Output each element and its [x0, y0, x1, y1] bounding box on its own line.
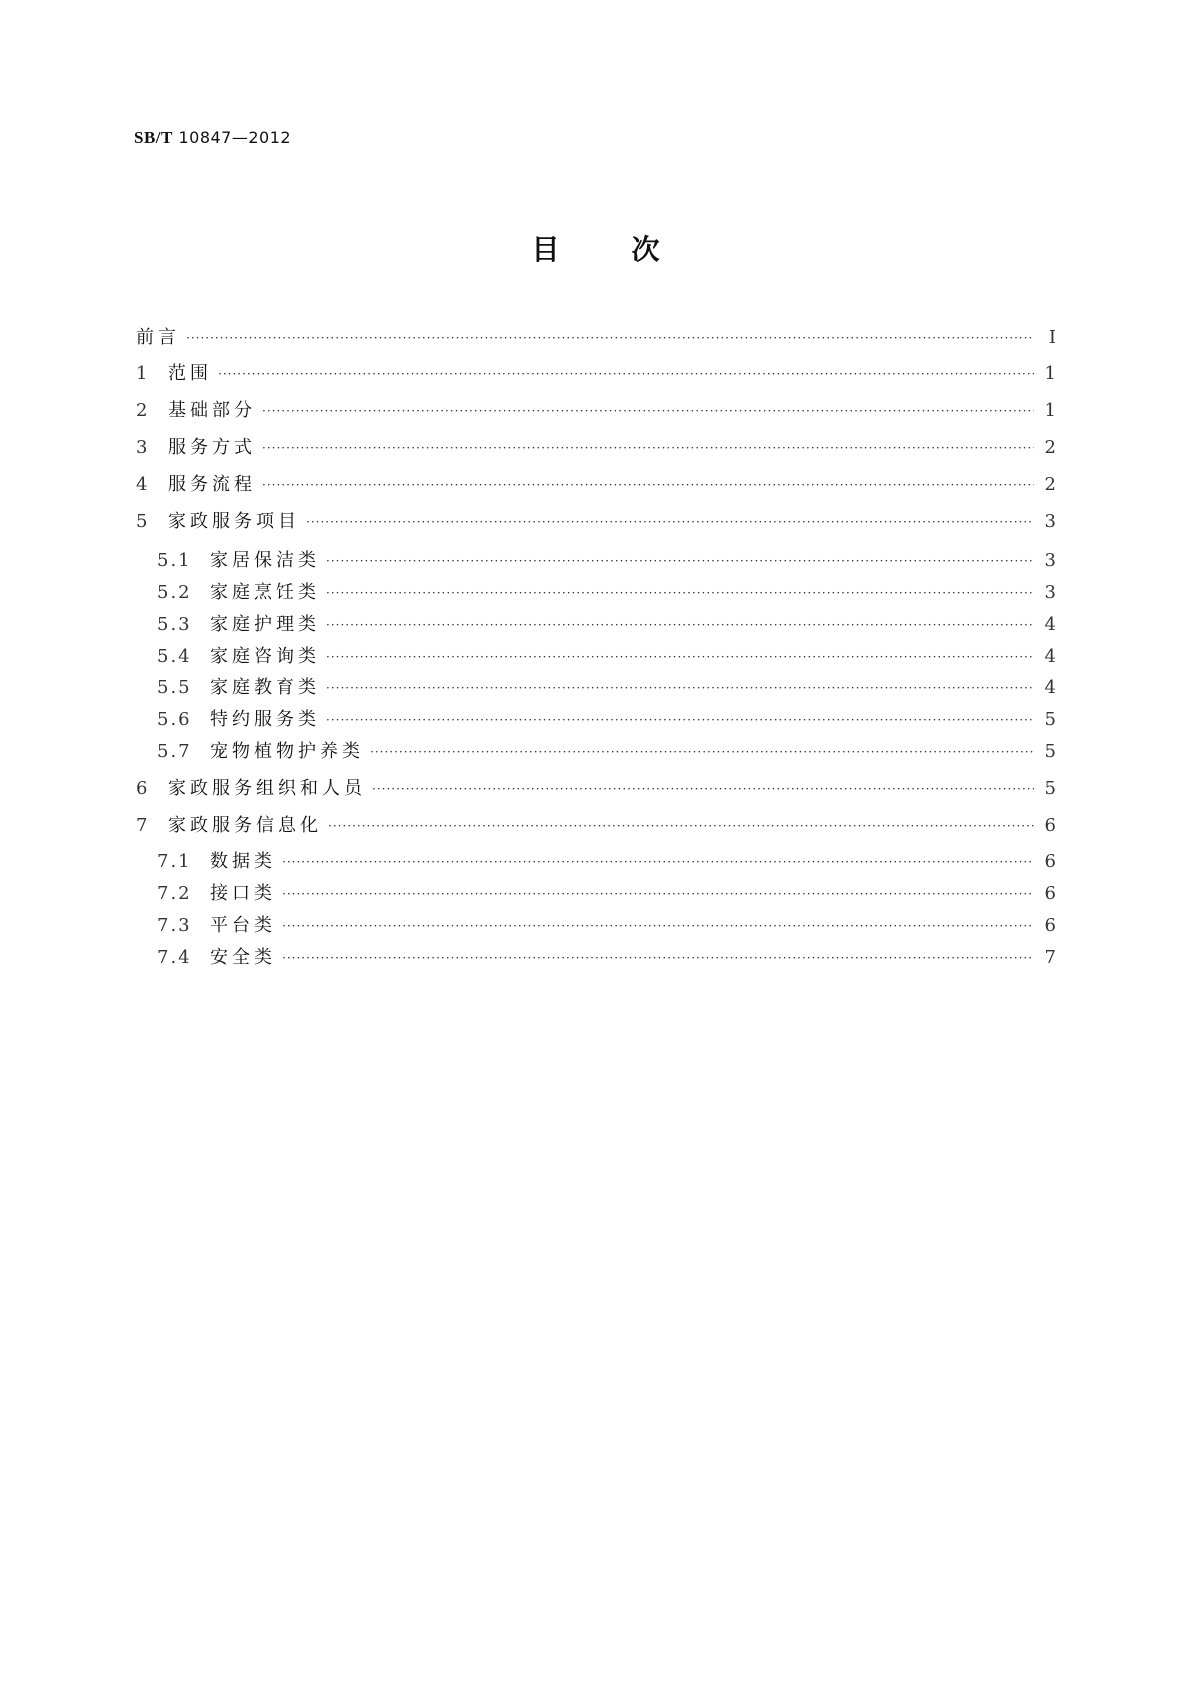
toc-leader-dots — [218, 362, 1034, 386]
toc-entry[interactable] — [136, 473, 1056, 497]
toc-leader-dots — [282, 850, 1034, 874]
toc-entry-title: 家庭烹饪类 — [210, 582, 320, 603]
toc-entry-number: 1 — [136, 363, 148, 384]
toc-entry-number: 5.3 — [157, 614, 192, 635]
toc-entry[interactable] — [136, 814, 1056, 838]
toc-leader-dots — [262, 473, 1034, 497]
toc-entry-page: 4 — [1044, 614, 1056, 635]
toc-entry-title: 数据类 — [210, 851, 276, 872]
toc-entry[interactable] — [157, 882, 1056, 906]
toc-entry-title: 服务方式 — [168, 437, 256, 458]
title-char: 次 — [631, 233, 660, 266]
toc-entry[interactable] — [136, 399, 1056, 423]
toc-entry-page: 1 — [1044, 363, 1056, 384]
toc-entry-page: Ⅰ — [1048, 327, 1056, 348]
toc-entry-page: 6 — [1044, 883, 1056, 904]
toc-leader-dots — [328, 814, 1034, 838]
toc-entry-number: 5.1 — [157, 550, 192, 571]
toc-leader-dots — [262, 399, 1034, 423]
toc-leader-dots — [326, 708, 1034, 732]
toc-leader-dots — [326, 549, 1034, 573]
toc-entry-title: 家政服务信息化 — [168, 815, 322, 836]
toc-entry-number: 5.5 — [157, 677, 192, 698]
toc-entry-title: 特约服务类 — [210, 709, 320, 730]
toc-entry-title: 家政服务组织和人员 — [168, 778, 366, 799]
toc-entry-page: 5 — [1044, 709, 1056, 730]
toc-entry-number: 7.4 — [157, 947, 192, 968]
toc-entry-number: 7.2 — [157, 883, 192, 904]
toc-leader-dots — [262, 436, 1034, 460]
toc-entry-number: 2 — [136, 400, 148, 421]
toc-leader-dots — [282, 914, 1034, 938]
page-title — [0, 228, 1191, 268]
toc-entry-page: 1 — [1044, 400, 1056, 421]
toc-entry-page: 5 — [1044, 778, 1056, 799]
toc-entry-page: 2 — [1044, 474, 1056, 495]
standard-code: 10847—2012 — [178, 128, 292, 147]
toc-entry-title: 平台类 — [210, 915, 276, 936]
toc-entry-title: 家居保洁类 — [210, 550, 320, 571]
title-char: 目 — [531, 233, 560, 266]
toc-entry-title: 家庭护理类 — [210, 614, 320, 635]
toc-entry[interactable] — [157, 946, 1056, 970]
toc-entry-page: 4 — [1044, 646, 1056, 667]
toc-entry-number: 5 — [136, 511, 148, 532]
toc-entry-title: 家政服务项目 — [168, 511, 300, 532]
toc-entry-page: 5 — [1044, 741, 1056, 762]
toc-entry-number: 7 — [136, 815, 148, 836]
toc-entry-title: 基础部分 — [168, 400, 256, 421]
toc-entry[interactable] — [157, 613, 1056, 637]
toc-entry[interactable] — [136, 436, 1056, 460]
toc-entry[interactable] — [136, 362, 1056, 386]
toc-entry-page: 3 — [1044, 550, 1056, 571]
toc-leader-dots — [306, 510, 1034, 534]
toc-entry-page: 4 — [1044, 677, 1056, 698]
toc-entry-number: 7.1 — [157, 851, 192, 872]
toc-leader-dots — [370, 740, 1034, 764]
toc-leader-dots — [186, 326, 1034, 350]
toc-entry[interactable] — [136, 510, 1056, 534]
toc-entry-number: 5.4 — [157, 646, 192, 667]
toc-entry-title: 安全类 — [210, 947, 276, 968]
standard-prefix: SB/T — [134, 128, 173, 147]
toc-entry[interactable] — [157, 581, 1056, 605]
toc-leader-dots — [372, 777, 1034, 801]
toc-entry-page: 3 — [1044, 511, 1056, 532]
toc-entry[interactable] — [157, 676, 1056, 700]
toc-leader-dots — [282, 882, 1034, 906]
toc-entry[interactable] — [157, 850, 1056, 874]
toc-leader-dots — [326, 613, 1034, 637]
toc-entry-title: 接口类 — [210, 883, 276, 904]
toc-entry-page: 6 — [1044, 915, 1056, 936]
toc-entry-page: 6 — [1044, 815, 1056, 836]
toc-entry-title: 服务流程 — [168, 474, 256, 495]
toc-entry-number: 4 — [136, 474, 148, 495]
toc-entry-title: 宠物植物护养类 — [210, 741, 364, 762]
toc-leader-dots — [282, 946, 1034, 970]
toc-entry-title: 家庭咨询类 — [210, 646, 320, 667]
toc-entry-number: 5.2 — [157, 582, 192, 603]
toc-entry-title: 范围 — [168, 363, 212, 384]
toc-entry-page: 7 — [1044, 947, 1056, 968]
toc-entry[interactable] — [157, 549, 1056, 573]
toc-leader-dots — [326, 676, 1034, 700]
toc-entry[interactable] — [157, 740, 1056, 764]
toc-entry-number: 5.6 — [157, 709, 192, 730]
toc-entry[interactable] — [157, 914, 1056, 938]
toc-entry[interactable] — [136, 326, 1056, 350]
toc-entry-page: 6 — [1044, 851, 1056, 872]
toc-entry-page: 3 — [1044, 582, 1056, 603]
toc-leader-dots — [326, 645, 1034, 669]
toc-entry[interactable] — [157, 645, 1056, 669]
toc-entry-page: 2 — [1044, 437, 1056, 458]
toc-entry-number: 7.3 — [157, 915, 192, 936]
toc-entry-title: 家庭教育类 — [210, 677, 320, 698]
toc-entry-number: 6 — [136, 778, 148, 799]
toc-leader-dots — [326, 581, 1034, 605]
toc-entry-number: 3 — [136, 437, 148, 458]
toc-entry-title: 前言 — [136, 327, 180, 348]
toc-entry-number: 5.7 — [157, 741, 192, 762]
standard-number — [134, 128, 291, 148]
toc-entry[interactable] — [136, 777, 1056, 801]
toc-entry[interactable] — [157, 708, 1056, 732]
